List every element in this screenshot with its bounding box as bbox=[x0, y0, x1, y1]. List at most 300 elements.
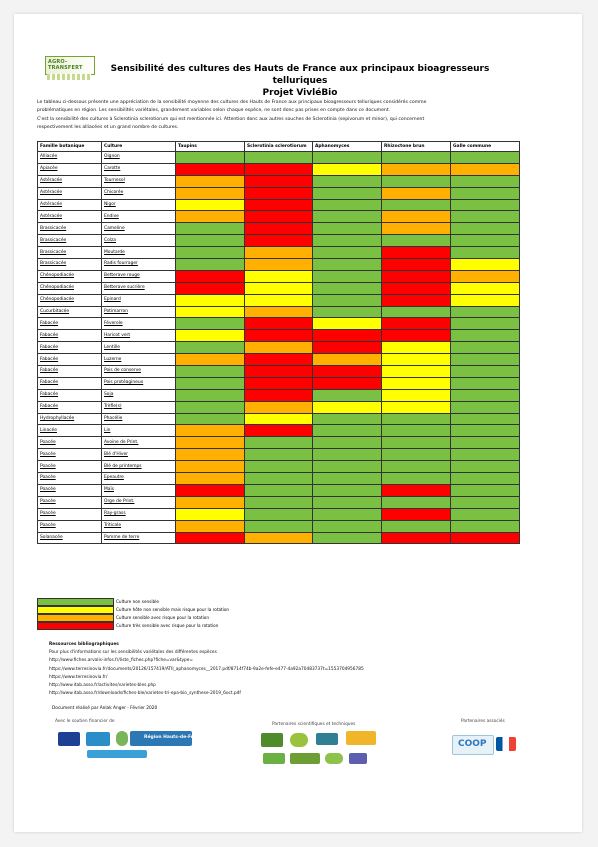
bibliography-link[interactable]: http://www.fiches.arvalis-infos.fr/liste_fiches.php?fiche=var&type= bbox=[49, 658, 193, 664]
crop-cell: Carotte bbox=[102, 163, 176, 175]
sensitivity-cell bbox=[176, 342, 245, 354]
sensitivity-cell bbox=[245, 520, 313, 532]
intro-line: respectivement les alliacées et un grand nombre de cultures. bbox=[37, 125, 179, 131]
table-row bbox=[38, 318, 520, 330]
sensitivity-cell bbox=[451, 342, 520, 354]
sensitivity-cell bbox=[176, 330, 245, 342]
sensitivity-cell bbox=[176, 377, 245, 389]
sensitivity-cell bbox=[245, 461, 313, 473]
sensitivity-cell bbox=[245, 473, 313, 485]
table-row bbox=[38, 354, 520, 366]
sensitivity-cell bbox=[313, 163, 382, 175]
sensitivity-cell bbox=[382, 520, 451, 532]
sensitivity-cell bbox=[245, 152, 313, 164]
sensitivity-cell bbox=[451, 508, 520, 520]
crop-cell: Orge de Print. bbox=[102, 496, 176, 508]
support-label: Avec le soutien financier de bbox=[55, 719, 115, 724]
sensitivity-cell bbox=[245, 306, 313, 318]
family-cell: Astéracée bbox=[38, 175, 102, 187]
crop-cell: Blé d'Hiver bbox=[102, 449, 176, 461]
table-row bbox=[38, 437, 520, 449]
table-row bbox=[38, 187, 520, 199]
sensitivity-cell bbox=[245, 389, 313, 401]
sensitivity-cell bbox=[382, 377, 451, 389]
sensitivity-cell bbox=[176, 508, 245, 520]
sensitivity-cell bbox=[245, 187, 313, 199]
sensitivity-cell bbox=[176, 461, 245, 473]
sensitivity-cell bbox=[451, 270, 520, 282]
unilasalle-logo bbox=[290, 753, 320, 764]
sensitivity-table bbox=[37, 141, 520, 544]
family-cell: Poacée bbox=[38, 508, 102, 520]
family-cell: Poacée bbox=[38, 520, 102, 532]
sensitivity-cell bbox=[245, 342, 313, 354]
sensitivity-cell bbox=[176, 484, 245, 496]
sensitivity-cell bbox=[245, 318, 313, 330]
sensitivity-cell bbox=[382, 223, 451, 235]
sensitivity-cell bbox=[451, 413, 520, 425]
family-cell: Fabacée bbox=[38, 401, 102, 413]
family-cell: Alliacée bbox=[38, 152, 102, 164]
legend-label: Culture sensible avec risque pour la rotation bbox=[116, 615, 210, 620]
crop-cell: Tournesol bbox=[102, 175, 176, 187]
sensitivity-cell bbox=[313, 496, 382, 508]
sensitivity-cell bbox=[382, 247, 451, 259]
bibliography-heading: Ressources bibliographiques bbox=[49, 642, 119, 647]
sensitivity-cell bbox=[313, 330, 382, 342]
sensitivity-cell bbox=[451, 496, 520, 508]
sensitivity-cell bbox=[451, 259, 520, 271]
crop-cell: Betterave sucrière bbox=[102, 282, 176, 294]
sensitivity-cell bbox=[451, 425, 520, 437]
sensitivity-cell bbox=[451, 235, 520, 247]
sensitivity-cell bbox=[176, 520, 245, 532]
sensitivity-cell bbox=[245, 211, 313, 223]
sensitivity-cell bbox=[245, 532, 313, 544]
sensitivity-cell bbox=[313, 437, 382, 449]
partner-logo bbox=[325, 753, 343, 764]
legend-label: Culture hôte non sensible mais risque pour la rotation bbox=[116, 607, 230, 612]
crop-cell: Haricot vert bbox=[102, 330, 176, 342]
header-galle: Galle commune bbox=[451, 142, 520, 152]
crop-cell: Cameline bbox=[102, 223, 176, 235]
sensitivity-cell bbox=[313, 401, 382, 413]
agro-transfert-logo bbox=[45, 56, 93, 82]
table-row bbox=[38, 401, 520, 413]
table-row bbox=[38, 377, 520, 389]
crop-cell: Radis fourrager bbox=[102, 259, 176, 271]
table-row bbox=[38, 306, 520, 318]
table-row bbox=[38, 223, 520, 235]
sensitivity-cell bbox=[451, 377, 520, 389]
table-row bbox=[38, 473, 520, 485]
sensitivity-cell bbox=[451, 401, 520, 413]
crop-cell: Oignon bbox=[102, 152, 176, 164]
sensitivity-cell bbox=[245, 199, 313, 211]
sensitivity-cell bbox=[451, 223, 520, 235]
french-republic-logo bbox=[496, 737, 516, 751]
bibliography-link[interactable]: http://www.itab.asso.fr/activites/varietes-bles.php bbox=[49, 683, 156, 689]
family-cell: Hydrophyllacée bbox=[38, 413, 102, 425]
sensitivity-cell bbox=[313, 175, 382, 187]
crop-cell: Epinard bbox=[102, 294, 176, 306]
sensitivity-cell bbox=[313, 199, 382, 211]
sensitivity-cell bbox=[451, 306, 520, 318]
family-cell: Brassicacée bbox=[38, 247, 102, 259]
region-hauts-de-france-logo bbox=[130, 731, 205, 746]
sensitivity-cell bbox=[382, 354, 451, 366]
sensitivity-cell bbox=[245, 330, 313, 342]
crop-cell: Lentille bbox=[102, 342, 176, 354]
bibliography-line: Pour plus d'informations sur les sensibilités variétales des différentes espèces bbox=[49, 650, 217, 656]
sensitivity-cell bbox=[176, 270, 245, 282]
crop-cell: Pomme de terre bbox=[102, 532, 176, 544]
sensitivity-cell bbox=[382, 306, 451, 318]
table-row bbox=[38, 389, 520, 401]
sensitivity-cell bbox=[382, 532, 451, 544]
sensitivity-cell bbox=[313, 282, 382, 294]
sensitivity-cell bbox=[313, 318, 382, 330]
sensitivity-cell bbox=[382, 199, 451, 211]
sensitivity-cell bbox=[451, 484, 520, 496]
sensitivity-cell bbox=[451, 330, 520, 342]
bibliography-link[interactable]: http://www.itab.asso.fr/downloads/fiches-ble/varietes-tri-epa-bio_synthese-2019_6oct.pdf bbox=[49, 691, 241, 697]
sensitivity-cell bbox=[451, 187, 520, 199]
coop-logo bbox=[452, 735, 494, 755]
crop-cell: Pois de conserve bbox=[102, 366, 176, 378]
header-crop: Culture bbox=[102, 142, 176, 152]
sensitivity-cell bbox=[382, 389, 451, 401]
sensitivity-cell bbox=[176, 449, 245, 461]
sensitivity-cell bbox=[451, 282, 520, 294]
sensitivity-cell bbox=[313, 270, 382, 282]
family-cell: Fabacée bbox=[38, 318, 102, 330]
document-credit: Document réalisé par Anlak Anger - Février 2020 bbox=[52, 706, 158, 711]
sensitivity-cell bbox=[176, 413, 245, 425]
family-cell: Solanacée bbox=[38, 532, 102, 544]
sensitivity-cell bbox=[245, 270, 313, 282]
sensitivity-cell bbox=[313, 461, 382, 473]
sensitivity-cell bbox=[382, 449, 451, 461]
sensitivity-cell bbox=[245, 175, 313, 187]
sensitivity-cell bbox=[313, 259, 382, 271]
header-taupins: Taupins bbox=[176, 142, 245, 152]
crop-cell: Chicorée bbox=[102, 187, 176, 199]
sensitivity-cell bbox=[313, 377, 382, 389]
sensitivity-cell bbox=[245, 425, 313, 437]
sensitivity-cell bbox=[245, 163, 313, 175]
coop-logo-text: COOP bbox=[458, 739, 487, 749]
table-row bbox=[38, 520, 520, 532]
sensitivity-cell bbox=[313, 484, 382, 496]
sensitivity-cell bbox=[176, 175, 245, 187]
sensitivity-cell bbox=[382, 175, 451, 187]
table-row bbox=[38, 413, 520, 425]
table-row bbox=[38, 449, 520, 461]
sensitivity-cell bbox=[451, 461, 520, 473]
sensitivity-cell bbox=[313, 223, 382, 235]
bibliography-link[interactable]: https://www.terresinovia.fr/documents/20126/157419/ATII_aphanomyces__2017.pdf/8714f74b-9a2e-fefe-e477-4a92a70483737t=1553704956785 bbox=[49, 666, 364, 672]
sensitivity-cell bbox=[176, 354, 245, 366]
crop-cell: Pois protéagineux bbox=[102, 377, 176, 389]
legend-swatch bbox=[37, 622, 114, 630]
sensitivity-cell bbox=[176, 223, 245, 235]
sensitivity-cell bbox=[313, 294, 382, 306]
table-row bbox=[38, 152, 520, 164]
family-cell: Poacée bbox=[38, 496, 102, 508]
table-row bbox=[38, 211, 520, 223]
sensitivity-cell bbox=[451, 163, 520, 175]
sensitivity-cell bbox=[382, 473, 451, 485]
crop-cell: Betterave rouge bbox=[102, 270, 176, 282]
sensitivity-cell bbox=[313, 389, 382, 401]
sensitivity-cell bbox=[176, 235, 245, 247]
header-family: Famille botanique bbox=[38, 142, 102, 152]
crop-cell: Féverole bbox=[102, 318, 176, 330]
family-cell: Poacée bbox=[38, 461, 102, 473]
family-cell: Apiacée bbox=[38, 163, 102, 175]
sensitivity-cell bbox=[176, 366, 245, 378]
partner-logo bbox=[116, 731, 128, 746]
partner-logo bbox=[87, 750, 147, 758]
sensitivity-cell bbox=[382, 342, 451, 354]
legend-swatch bbox=[37, 614, 114, 622]
sensitivity-cell bbox=[176, 401, 245, 413]
sensitivity-cell bbox=[313, 247, 382, 259]
table-row bbox=[38, 247, 520, 259]
crop-cell: Nigor bbox=[102, 199, 176, 211]
partner-logo bbox=[261, 733, 283, 747]
sensitivity-cell bbox=[245, 354, 313, 366]
sensitivity-cell bbox=[382, 163, 451, 175]
sensitivity-cell bbox=[176, 247, 245, 259]
sensitivity-cell bbox=[176, 152, 245, 164]
sensitivity-cell bbox=[245, 282, 313, 294]
sensitivity-cell bbox=[313, 532, 382, 544]
sensitivity-cell bbox=[245, 484, 313, 496]
crop-cell: Triticale bbox=[102, 520, 176, 532]
family-cell: Fabacée bbox=[38, 366, 102, 378]
sensitivity-cell bbox=[245, 449, 313, 461]
sensitivity-cell bbox=[176, 282, 245, 294]
crop-cell: Maïs bbox=[102, 484, 176, 496]
sensitivity-cell bbox=[382, 366, 451, 378]
legend-label: Culture non sensible bbox=[116, 599, 159, 604]
table-row bbox=[38, 342, 520, 354]
table-row bbox=[38, 259, 520, 271]
sensitivity-cell bbox=[313, 366, 382, 378]
table-row bbox=[38, 425, 520, 437]
sensitivity-cell bbox=[245, 377, 313, 389]
legend-swatch bbox=[37, 598, 114, 606]
table-row bbox=[38, 484, 520, 496]
table-row bbox=[38, 330, 520, 342]
sensitivity-cell bbox=[313, 425, 382, 437]
scientific-partners-label: Partenaires scientifiques et techniques bbox=[272, 722, 356, 727]
table-row bbox=[38, 294, 520, 306]
crop-cell: Colza bbox=[102, 235, 176, 247]
sensitivity-cell bbox=[245, 496, 313, 508]
sensitivity-cell bbox=[176, 199, 245, 211]
sensitivity-cell bbox=[382, 318, 451, 330]
sensitivity-cell bbox=[245, 401, 313, 413]
sensitivity-cell bbox=[451, 175, 520, 187]
family-cell: Fabacée bbox=[38, 354, 102, 366]
table-row bbox=[38, 508, 520, 520]
sensitivity-cell bbox=[382, 461, 451, 473]
sensitivity-cell bbox=[245, 259, 313, 271]
legend-swatch bbox=[37, 606, 114, 614]
header-rhizoctone: Rhizoctone brun bbox=[382, 142, 451, 152]
table-row bbox=[38, 461, 520, 473]
intro-line: C'est la sensibilité des cultures à Sclerotinia sclerotiorum qui est mentionnée ici. Attention donc aux autres souches de Sclerotinia (sepivorum et minor), qui concernent bbox=[37, 116, 425, 122]
family-cell: Poacée bbox=[38, 449, 102, 461]
sensitivity-cell bbox=[176, 389, 245, 401]
sensitivity-cell bbox=[451, 152, 520, 164]
sensitivity-cell bbox=[451, 532, 520, 544]
sensitivity-cell bbox=[451, 389, 520, 401]
crop-cell: Ray-grass bbox=[102, 508, 176, 520]
table-row bbox=[38, 270, 520, 282]
sensitivity-cell bbox=[176, 437, 245, 449]
sensitivity-cell bbox=[382, 496, 451, 508]
partner-logo bbox=[316, 733, 338, 745]
table-row bbox=[38, 282, 520, 294]
sensitivity-cell bbox=[245, 235, 313, 247]
sensitivity-cell bbox=[382, 235, 451, 247]
legend-label: Culture très sensible avec risque pour la rotation bbox=[116, 623, 219, 628]
crop-cell: Epeautre bbox=[102, 473, 176, 485]
sensitivity-cell bbox=[382, 484, 451, 496]
sensitivity-cell bbox=[245, 223, 313, 235]
family-cell: Poacée bbox=[38, 473, 102, 485]
sensitivity-cell bbox=[176, 211, 245, 223]
crop-cell: Potimarron bbox=[102, 306, 176, 318]
table-row bbox=[38, 163, 520, 175]
intro-line: problématiques en région. Les sensibilités variétales, grandement variables selon chaque espèce, ne sont donc pas prises en compte dans ce document. bbox=[37, 108, 391, 114]
sensitivity-cell bbox=[176, 318, 245, 330]
sensitivity-cell bbox=[382, 282, 451, 294]
sensitivity-cell bbox=[313, 152, 382, 164]
table-row bbox=[38, 199, 520, 211]
crop-cell: Luzerne bbox=[102, 354, 176, 366]
family-cell: Astéracée bbox=[38, 211, 102, 223]
family-cell: Fabacée bbox=[38, 330, 102, 342]
sensitivity-cell bbox=[313, 413, 382, 425]
sensitivity-cell bbox=[382, 330, 451, 342]
sensitivity-cell bbox=[176, 473, 245, 485]
sensitivity-cell bbox=[176, 496, 245, 508]
sensitivity-cell bbox=[382, 211, 451, 223]
associated-partners-label: Partenaires associés bbox=[461, 719, 505, 724]
intro-paragraph bbox=[37, 99, 557, 133]
sensitivity-cell bbox=[176, 163, 245, 175]
family-cell: Brassicacée bbox=[38, 223, 102, 235]
sensitivity-cell bbox=[176, 306, 245, 318]
partner-logo bbox=[86, 732, 110, 746]
crop-cell: Trèfle(s) bbox=[102, 401, 176, 413]
sensitivity-cell bbox=[245, 413, 313, 425]
eu-flag-logo bbox=[58, 732, 80, 746]
sensitivity-cell bbox=[176, 259, 245, 271]
sensitivity-cell bbox=[451, 437, 520, 449]
family-cell: Fabacée bbox=[38, 377, 102, 389]
sensitivity-cell bbox=[176, 425, 245, 437]
sensitivity-cell bbox=[245, 437, 313, 449]
sensitivity-cell bbox=[313, 306, 382, 318]
sensitivity-cell bbox=[245, 247, 313, 259]
sensitivity-cell bbox=[382, 270, 451, 282]
family-cell: Linacée bbox=[38, 425, 102, 437]
partner-logo bbox=[290, 733, 308, 747]
sensitivity-cell bbox=[382, 413, 451, 425]
sensitivity-cell bbox=[382, 437, 451, 449]
crop-cell: Lin bbox=[102, 425, 176, 437]
sensitivity-cell bbox=[313, 211, 382, 223]
bibliography bbox=[49, 641, 364, 698]
partner-logo bbox=[346, 731, 376, 745]
sensitivity-cell bbox=[245, 508, 313, 520]
logo-text: AGRO-TRANSFERT bbox=[48, 59, 83, 71]
sensitivity-cell bbox=[382, 508, 451, 520]
family-cell: Fabacée bbox=[38, 389, 102, 401]
title-line-1: Sensibilité des cultures des Hauts de France aux principaux bioagresseurs telluriques bbox=[110, 64, 490, 86]
title-line-2: Projet VivléBio bbox=[262, 88, 338, 98]
sensitivity-cell bbox=[382, 425, 451, 437]
family-cell: Astéracée bbox=[38, 187, 102, 199]
sensitivity-cell bbox=[451, 354, 520, 366]
sensitivity-cell bbox=[382, 259, 451, 271]
table-row bbox=[38, 175, 520, 187]
sensitivity-cell bbox=[451, 211, 520, 223]
crop-cell: Avoine de Print. bbox=[102, 437, 176, 449]
table-row bbox=[38, 235, 520, 247]
family-cell: Chénopodiacée bbox=[38, 270, 102, 282]
sensitivity-cell bbox=[382, 294, 451, 306]
table-row bbox=[38, 496, 520, 508]
table-header-row bbox=[38, 142, 520, 152]
sensitivity-cell bbox=[313, 508, 382, 520]
table-body bbox=[38, 152, 520, 544]
sensitivity-cell bbox=[451, 520, 520, 532]
sensitivity-cell bbox=[451, 294, 520, 306]
family-cell: Brassicacée bbox=[38, 259, 102, 271]
sensitivity-cell bbox=[451, 473, 520, 485]
header-aphanomyces: Aphanomyces bbox=[313, 142, 382, 152]
family-cell: Chénopodiacée bbox=[38, 282, 102, 294]
sensitivity-cell bbox=[451, 449, 520, 461]
family-cell: Poacée bbox=[38, 437, 102, 449]
family-cell: Chénopodiacée bbox=[38, 294, 102, 306]
sensitivity-cell bbox=[382, 152, 451, 164]
sensitivity-cell bbox=[313, 235, 382, 247]
sensitivity-cell bbox=[451, 366, 520, 378]
bibliography-link[interactable]: https://www.terresinovia.fr/ bbox=[49, 674, 108, 680]
sensitivity-cell bbox=[313, 354, 382, 366]
sensitivity-cell bbox=[245, 294, 313, 306]
family-cell: Astéracée bbox=[38, 199, 102, 211]
family-cell: Brassicacée bbox=[38, 235, 102, 247]
crop-cell: Endive bbox=[102, 211, 176, 223]
region-logo-text: Région Hauts-de-France bbox=[144, 735, 205, 740]
sensitivity-cell bbox=[176, 187, 245, 199]
inra-logo bbox=[263, 753, 285, 764]
sensitivity-cell bbox=[451, 247, 520, 259]
sensitivity-cell bbox=[382, 401, 451, 413]
table-row bbox=[38, 532, 520, 544]
sensitivity-cell bbox=[313, 342, 382, 354]
crop-cell: Soja bbox=[102, 389, 176, 401]
